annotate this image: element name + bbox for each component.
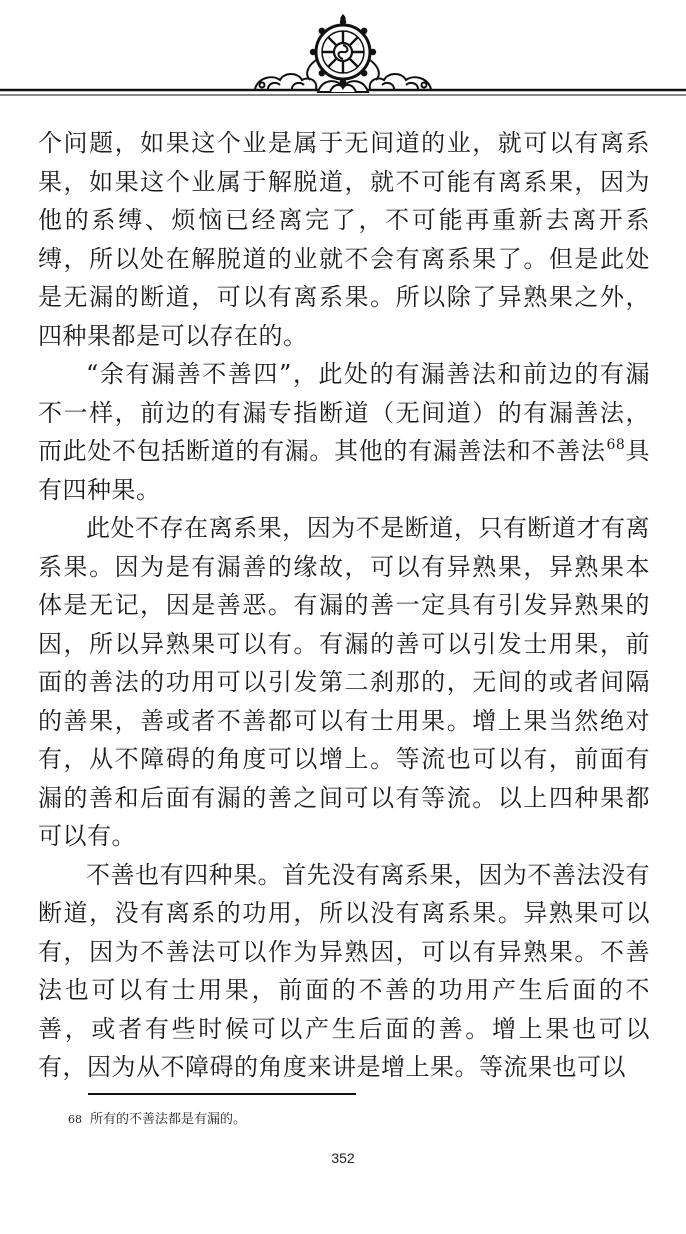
- body-text: [38, 124, 650, 1087]
- footnote-number: 68: [68, 1113, 82, 1126]
- paragraph-3: [38, 509, 650, 856]
- paragraph-text: “余有漏善不善四”，此处的有漏善法和前边的有漏不一样，前边的有漏专指断道（无间道）的有漏善法，而此处不包括断道的有漏。其他的有漏善法和不善法: [38, 360, 650, 465]
- footnote-separator: [88, 1093, 356, 1095]
- paragraph-2: [38, 355, 650, 509]
- footnote: [68, 1110, 628, 1130]
- paragraph-text: 不善也有四种果。首先没有离系果，因为不善法没有断道，没有离系的功用，所以没有离系果。异熟果可以有，因为不善法可以作为异熟因，可以有异熟果。不善法也可以有士用果，前面的不善的功用产生后面的不善，或者有些时候可以产生后面的善。增上果也可以有，因为从不障碍的角度来讲是增上果。等流果也可以: [38, 860, 650, 1081]
- footnote-reference[interactable]: 68: [606, 437, 626, 453]
- dharma-wheel-ornament-icon: [0, 0, 686, 110]
- paragraph-text: 此处不存在离系果，因为不是断道，只有断道才有离系果。因为是有漏善的缘故，可以有异熟果，异熟果本体是无记，因是善恶。有漏的善一定具有引发异熟果的因，所以异熟果可以有。有漏的善可以引发士用果，前面的善法的功用可以引发第二刹那的，无间的或者间隔的善果，善或者不善都可以有士用果。增上果当然绝对有，从不障碍的角度可以增上。等流也可以有，前面有漏的善和后面有漏的善之间可以有等流。以上四种果都可以有。: [38, 514, 650, 850]
- paragraph-4: [38, 856, 650, 1087]
- paragraph-text: 个问题，如果这个业是属于无间道的业，就可以有离系果，如果这个业属于解脱道，就不可能有离系果，因为他的系缚、烦恼已经离完了，不可能再重新去离开系缚，所以处在解脱道的业就不会有离系果了。但是此处是无漏的断道，可以有离系果。所以除了异熟果之外，四种果都是可以存在的。: [38, 129, 650, 350]
- paragraph-1: [38, 124, 650, 355]
- page-number: 352: [331, 1150, 355, 1166]
- page-header-ornament: [0, 0, 686, 110]
- paragraph-text-after: 具有四种果。: [38, 437, 651, 504]
- footnote-text: 所有的不善法都是有漏的。: [90, 1112, 247, 1127]
